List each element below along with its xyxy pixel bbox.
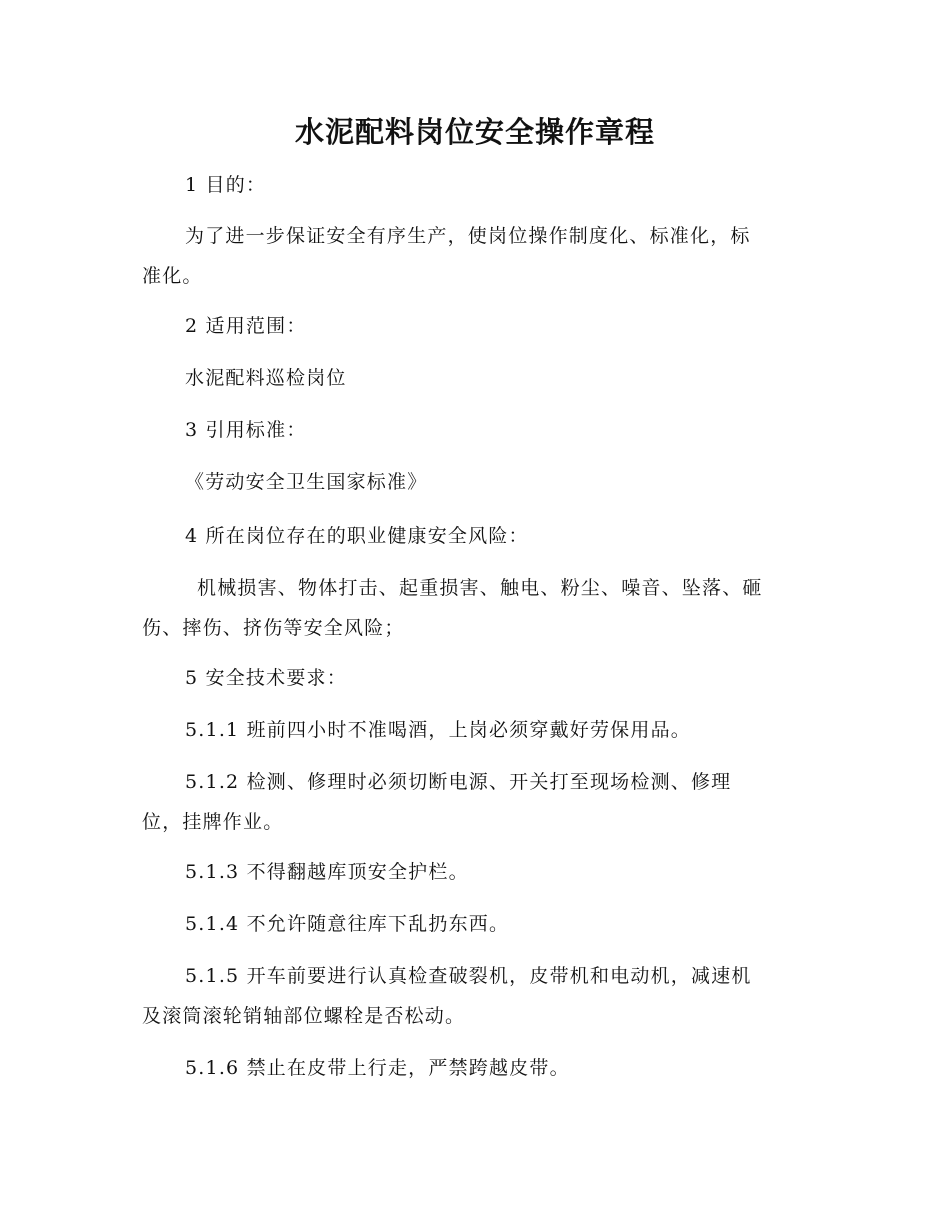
paragraph-line: 5.1.1 班前四小时不准喝酒，上岗必须穿戴好劳保用品。 bbox=[185, 719, 691, 741]
paragraph-line: 为了进一步保证安全有序生产，使岗位操作制度化、标准化，标 bbox=[185, 225, 751, 247]
paragraph-risks-heading bbox=[142, 516, 807, 556]
paragraph-standards-body bbox=[142, 462, 807, 502]
paragraph-rule-5-1-6 bbox=[142, 1048, 807, 1088]
paragraph-purpose-heading bbox=[142, 165, 807, 205]
paragraph-line: 5.1.5 开车前要进行认真检查破裂机，皮带机和电动机，减速机 bbox=[185, 965, 752, 987]
paragraph-rule-5-1-1 bbox=[142, 710, 807, 750]
paragraph-line: 3 引用标准： bbox=[185, 419, 307, 441]
paragraph-line: 5 安全技术要求： bbox=[185, 667, 347, 689]
paragraph-scope-body bbox=[142, 358, 807, 398]
paragraph-risks-body bbox=[142, 568, 807, 648]
paragraph-requirements-heading bbox=[142, 658, 807, 698]
paragraph-line: 准化。 bbox=[142, 265, 203, 287]
paragraph-scope-heading bbox=[142, 306, 807, 346]
document-title: 水泥配料岗位安全操作章程 bbox=[294, 115, 655, 149]
paragraph-line: 伤、摔伤、挤伤等安全风险； bbox=[142, 617, 405, 639]
paragraph-line: 《劳动安全卫生国家标准》 bbox=[185, 471, 428, 493]
paragraph-line: 4 所在岗位存在的职业健康安全风险： bbox=[185, 525, 529, 547]
paragraph-purpose-body bbox=[142, 216, 807, 296]
paragraph-rule-5-1-4 bbox=[142, 904, 807, 944]
paragraph-standards-heading bbox=[142, 410, 807, 450]
paragraph-line: 位，挂牌作业。 bbox=[142, 811, 284, 833]
paragraph-rule-5-1-2 bbox=[142, 762, 807, 842]
paragraph-rule-5-1-5 bbox=[142, 956, 807, 1036]
paragraph-line: 5.1.3 不得翻越库顶安全护栏。 bbox=[185, 861, 469, 883]
paragraph-line: 水泥配料巡检岗位 bbox=[185, 367, 347, 389]
paragraph-line: 2 适用范围： bbox=[185, 315, 307, 337]
paragraph-line: 5.1.4 不允许随意往库下乱扔东西。 bbox=[185, 913, 510, 935]
paragraph-line: 机械损害、物体打击、起重损害、触电、粉尘、噪音、坠落、砸 bbox=[197, 577, 763, 599]
paragraph-line: 5.1.2 检测、修理时必须切断电源、开关打至现场检测、修理 bbox=[185, 771, 732, 793]
paragraph-line: 5.1.6 禁止在皮带上行走，严禁跨越皮带。 bbox=[185, 1057, 570, 1079]
paragraph-rule-5-1-3 bbox=[142, 852, 807, 892]
paragraph-line: 及滚筒滚轮销轴部位螺栓是否松动。 bbox=[142, 1005, 466, 1027]
paragraph-line: 1 目的： bbox=[185, 174, 267, 196]
